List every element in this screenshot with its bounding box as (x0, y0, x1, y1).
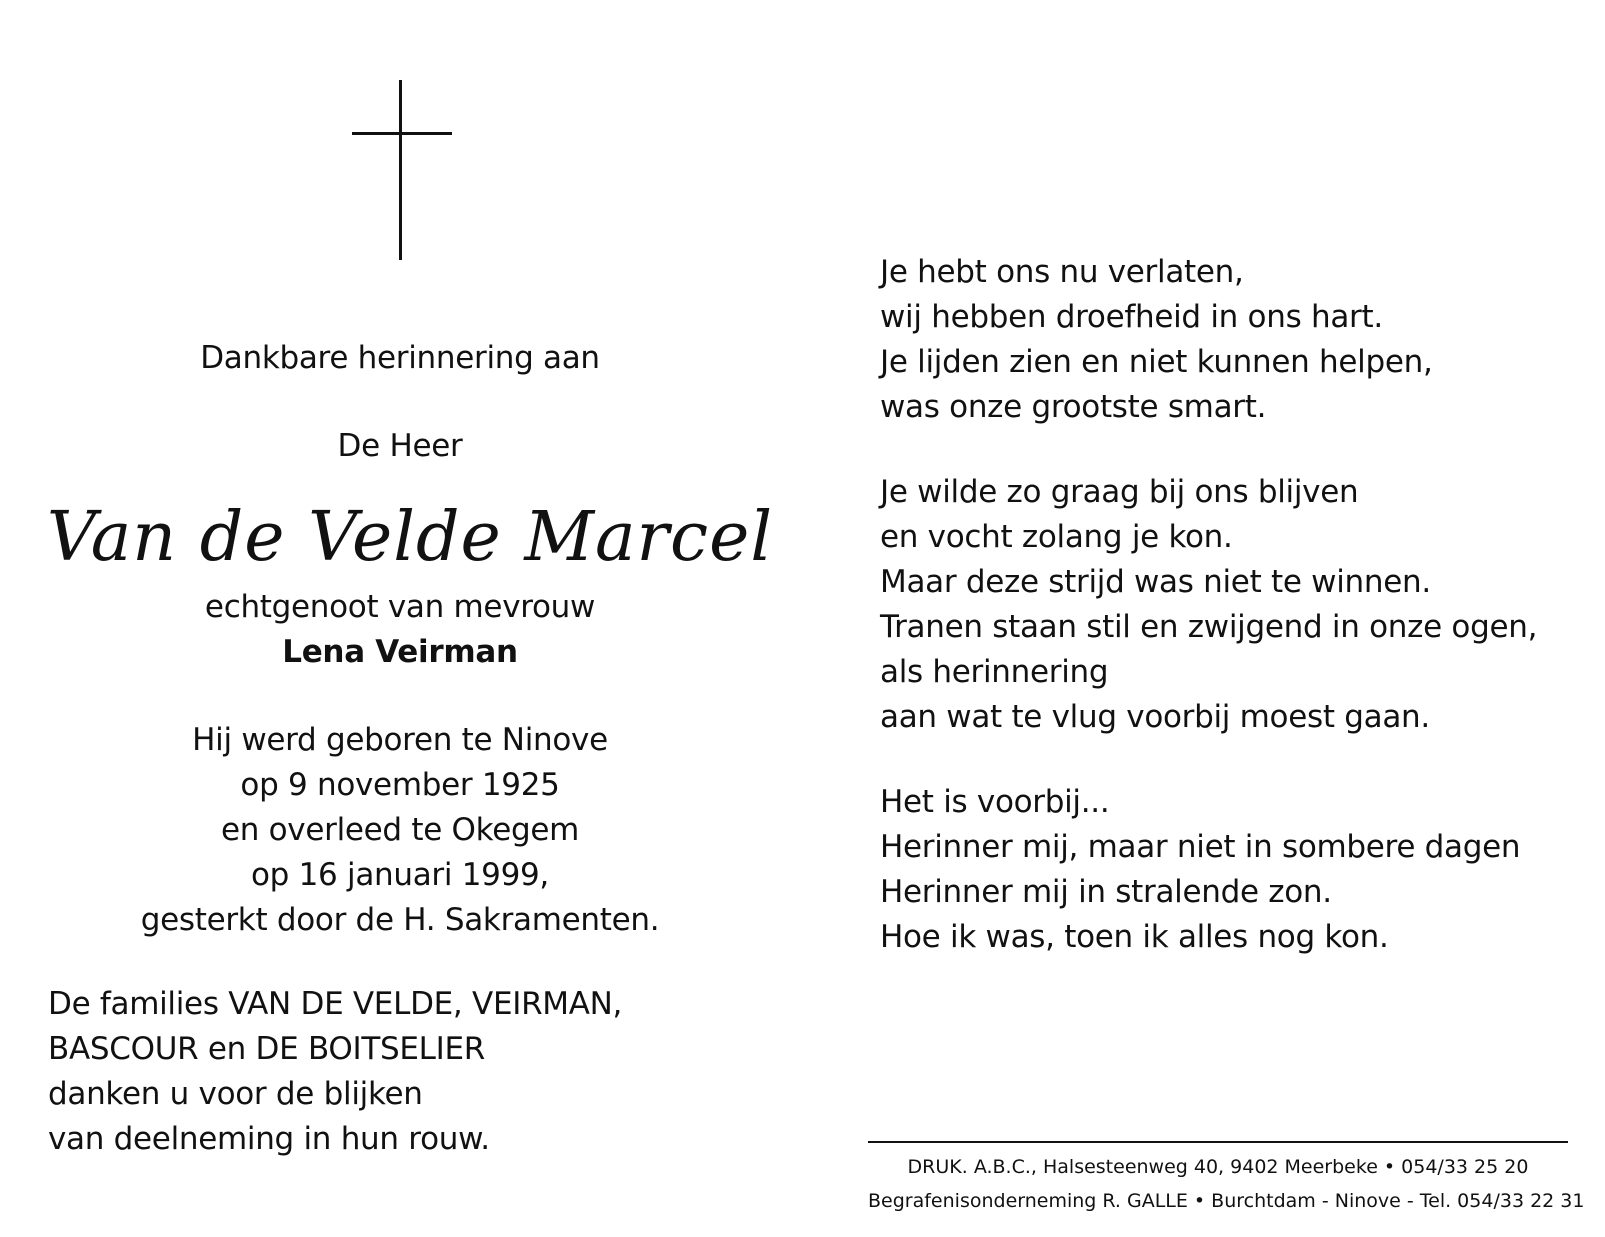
biography-block (40, 718, 760, 943)
undertaker-credit: Begrafenisonderneming R. GALLE • Burchtdam - Ninove - Tel. 054/33 22 31 (868, 1190, 1585, 1212)
bio-line: en overleed te Okegem (220, 812, 580, 848)
families-line: BASCOUR en DE BOITSELIER (48, 1031, 485, 1067)
poem-line: Hoe ik was, toen ik alles nog kon. (880, 919, 1389, 955)
poem-line: Het is voorbij... (880, 784, 1110, 820)
poem-line: was onze grootste smart. (880, 389, 1267, 425)
spouse-name: Lena Veirman (282, 634, 518, 670)
bio-line: op 9 november 1925 (240, 767, 560, 803)
spouse-relation: echtgenoot van mevrouw (204, 589, 596, 625)
bio-line: Hij werd geboren te Ninove (192, 722, 608, 758)
poem-stanza-2 (880, 470, 1580, 740)
families-line: De families VAN DE VELDE, VEIRMAN, (48, 986, 623, 1022)
latin-cross-icon (352, 80, 452, 260)
deceased-name: Van de Velde Marcel (46, 498, 774, 577)
poem-line: als herinnering (880, 654, 1109, 690)
spouse-block (40, 585, 760, 675)
families-line: van deelneming in hun rouw. (48, 1121, 490, 1157)
poem-line: Tranen staan stil en zwijgend in onze ogen, (880, 609, 1538, 645)
honorific-title: De Heer (337, 428, 463, 464)
poem-line: Maar deze strijd was niet te winnen. (880, 564, 1431, 600)
poem-line: aan wat te vlug voorbij moest gaan. (880, 699, 1430, 735)
printer-credit: DRUK. A.B.C., Halsesteenweg 40, 9402 Meerbeke • 054/33 25 20 (907, 1156, 1529, 1178)
poem-line: Je wilde zo graag bij ons blijven (880, 474, 1359, 510)
families-line: danken u voor de blijken (48, 1076, 423, 1112)
bio-line: gesterkt door de H. Sakramenten. (140, 902, 660, 938)
poem-line: en vocht zolang je kon. (880, 519, 1233, 555)
poem-stanza-1 (880, 250, 1580, 430)
families-thanks (48, 982, 748, 1162)
footer-divider (868, 1141, 1568, 1143)
poem-line: Je lijden zien en niet kunnen helpen, (880, 344, 1433, 380)
poem-line: wij hebben droefheid in ons hart. (880, 299, 1383, 335)
poem-line: Je hebt ons nu verlaten, (880, 254, 1244, 290)
intro-text: Dankbare herinnering aan (200, 340, 600, 376)
footer-credits (868, 1150, 1585, 1218)
poem-stanza-3 (880, 780, 1580, 960)
poem-line: Herinner mij in stralende zon. (880, 874, 1332, 910)
bio-line: op 16 januari 1999, (251, 857, 549, 893)
poem-line: Herinner mij, maar niet in sombere dagen (880, 829, 1521, 865)
